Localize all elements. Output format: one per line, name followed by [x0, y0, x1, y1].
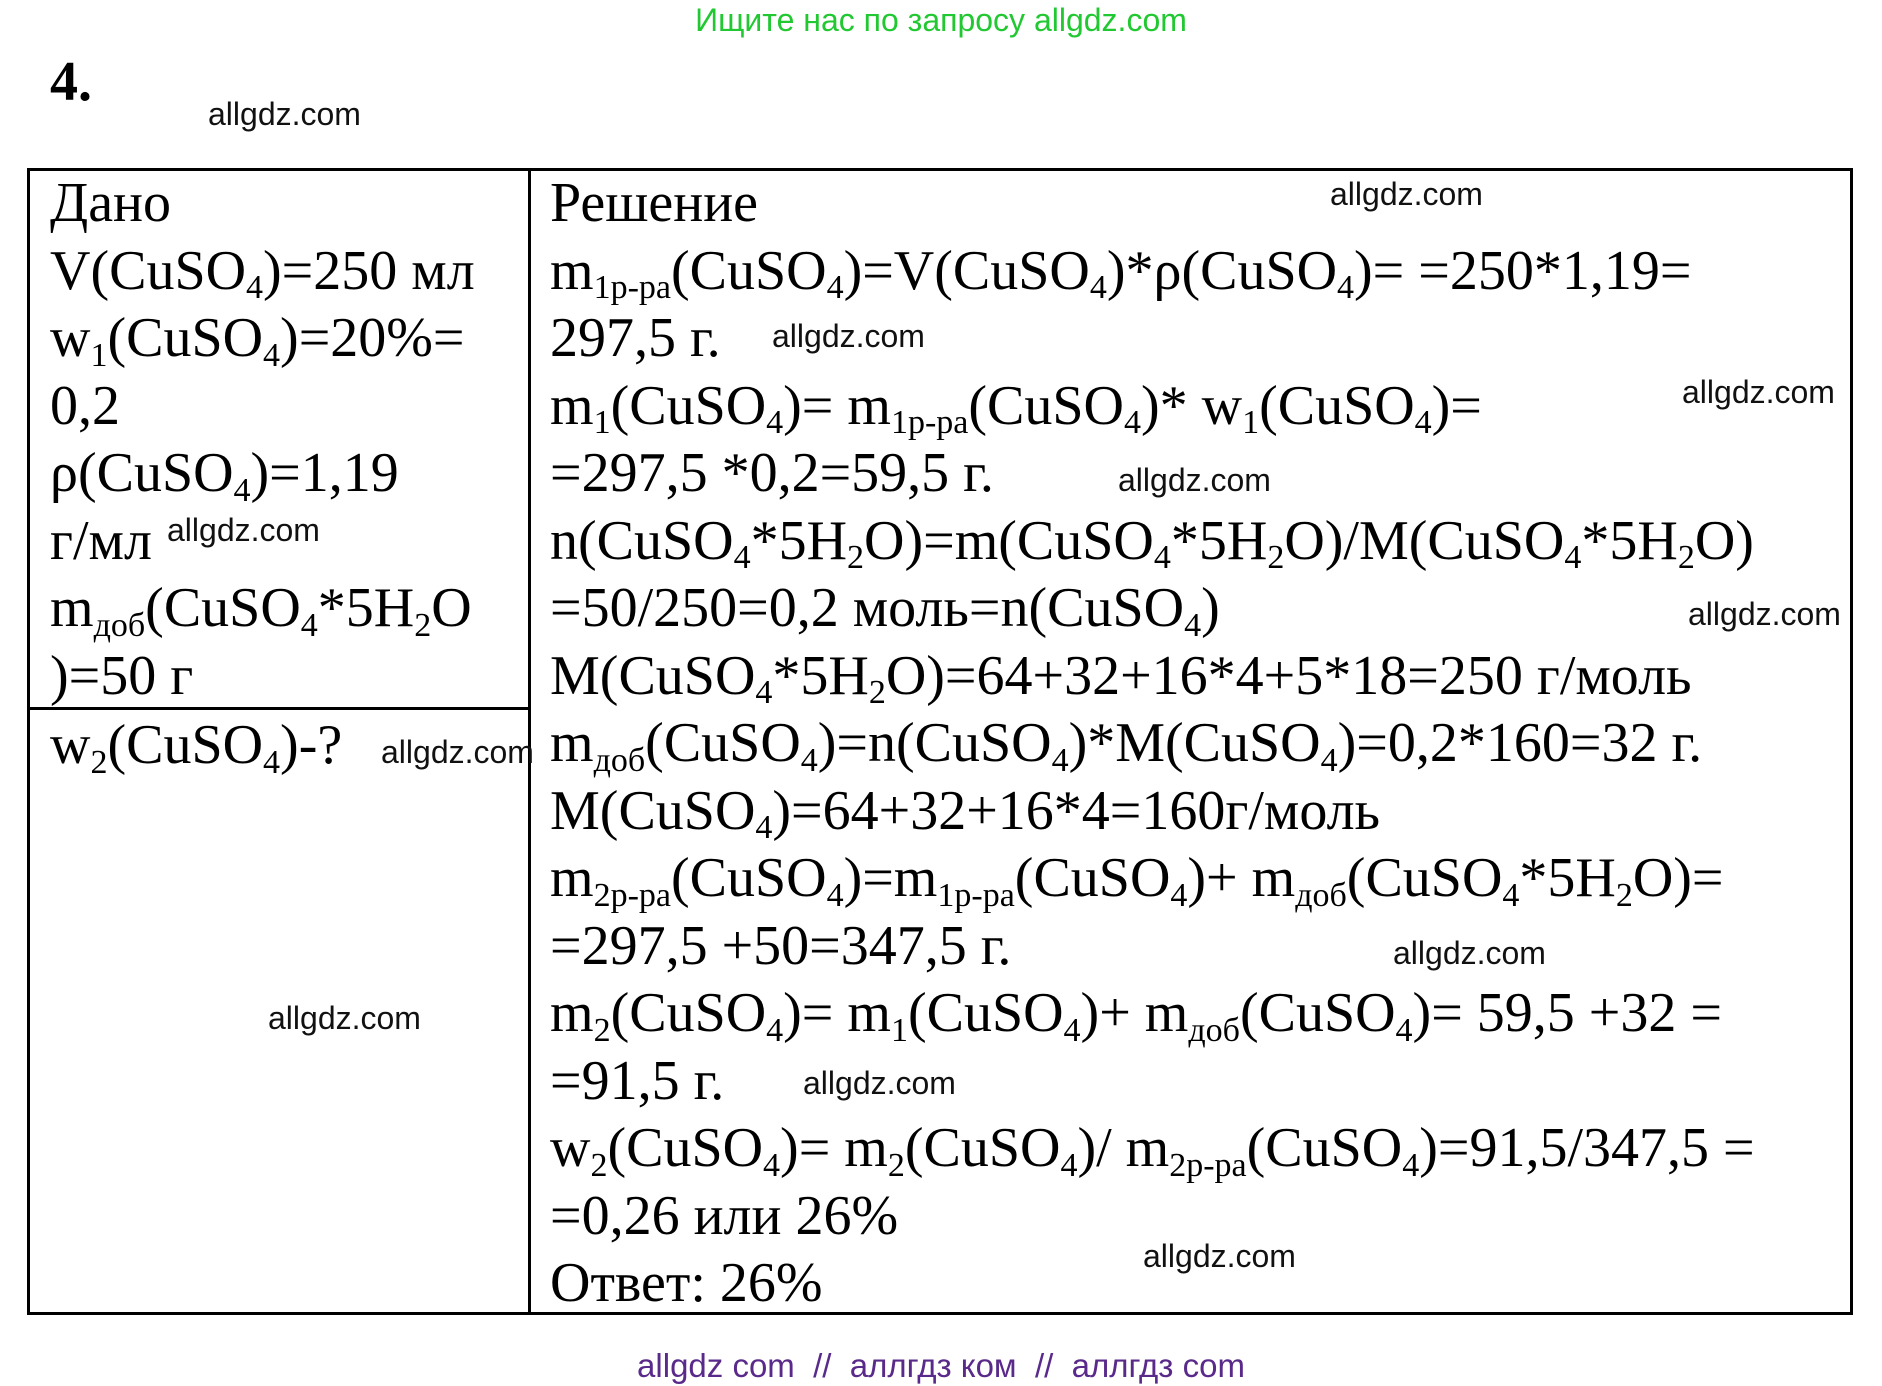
watermark: allgdz.com [167, 512, 320, 548]
given-line: ρ(CuSO$_4$)=1,19 [50, 442, 399, 509]
solution-line: =91,5 г. [550, 1049, 725, 1112]
given-line: )=50 г [50, 644, 194, 707]
watermark: allgdz.com [803, 1065, 956, 1101]
solution-line: $M(CuSO_4*5H_2O)=64+32+16*4+5*18=250$ г/моль [550, 644, 1692, 712]
given-title: Дано [50, 172, 172, 234]
watermark: allgdz.com [1143, 1238, 1296, 1274]
solution-line: $m_1(CuSO_4)=$ $m_{1р-ра}(CuSO_4)*$ $w_1(CuSO_4)=$ [550, 374, 1482, 442]
watermark: allgdz.com [268, 1000, 421, 1036]
solution-line: $w_2(CuSO_4)=$ $m_2(CuSO_4)/$ $m_{2р-ра}(CuSO_4)=91,5/347,5$ = [550, 1117, 1755, 1184]
given-line: г/мл [50, 509, 152, 572]
watermark: allgdz.com [1688, 596, 1841, 632]
watermark: allgdz.com [1118, 462, 1271, 498]
solution-line: $m_{2р-ра}(CuSO_4)=m_{1р-ра}(CuSO_4)+$ $m_{доб}(CuSO_4*5H_2O)=$ [550, 847, 1724, 914]
watermark: allgdz.com [1330, 176, 1483, 212]
find-section [50, 712, 342, 780]
watermark: allgdz.com [772, 318, 925, 354]
answer-line: Ответ: 26% [550, 1252, 823, 1314]
solution-line: =50/250=0,2 моль=n(CuSO$_4$) [550, 577, 1220, 644]
solution-line: $m_{1р-ра}(CuSO_4)=V(CuSO_4)*\rho(CuSO_4)= =250*1,19=$ [550, 239, 1692, 307]
solution-line: $n(CuSO_4*5H_2O)=m(CuSO_4*5H_2O)/M(CuSO_4*5H_2O)$ [550, 509, 1754, 577]
solution-line: $m_2(CuSO_4)=$ $m_1(CuSO_4)+$ $m_{доб}(CuSO_4)= 59,5 +32$ = [550, 982, 1722, 1049]
watermark: allgdz.com [1682, 374, 1835, 410]
given-line: 0,2 [50, 374, 120, 437]
task-number: 4. [50, 51, 92, 113]
given-line: V(CuSO$_4$)=250 мл [50, 239, 475, 307]
header-search-hint[interactable]: Ищите нас по запросу allgdz.com [695, 2, 1187, 38]
footer-links[interactable]: allgdz com // аллгдз ком // аллгдз com [637, 1347, 1245, 1384]
given-line: $w_1(CuSO_4)=20\%=$ [50, 307, 465, 374]
watermark: allgdz.com [208, 96, 361, 132]
find-line: $w_2(CuSO_4)-$? [50, 714, 343, 781]
watermark: allgdz.com [1393, 935, 1546, 971]
given-line: $m_{доб}(CuSO_4*5H_2O$ [50, 577, 472, 644]
solution-line: =0,26 или 26% [550, 1184, 899, 1247]
solution-line: 297,5 г. [550, 307, 721, 369]
solution-line: =297,5 +50=347,5 г. [550, 914, 1012, 977]
given-section [50, 170, 475, 710]
solution-title: Решение [550, 172, 759, 234]
solution-line: =297,5 *0,2=59,5 г. [550, 442, 994, 504]
solution-line: $m_{доб}(CuSO_4)=n(CuSO_4)*M(CuSO_4)=0,2*160=32$ г. [550, 712, 1703, 779]
solution-section [550, 170, 1755, 1318]
solution-line: M(CuSO$_4$)=64+32+16*4=160г/моль [550, 779, 1381, 847]
watermark: allgdz.com [381, 734, 534, 770]
